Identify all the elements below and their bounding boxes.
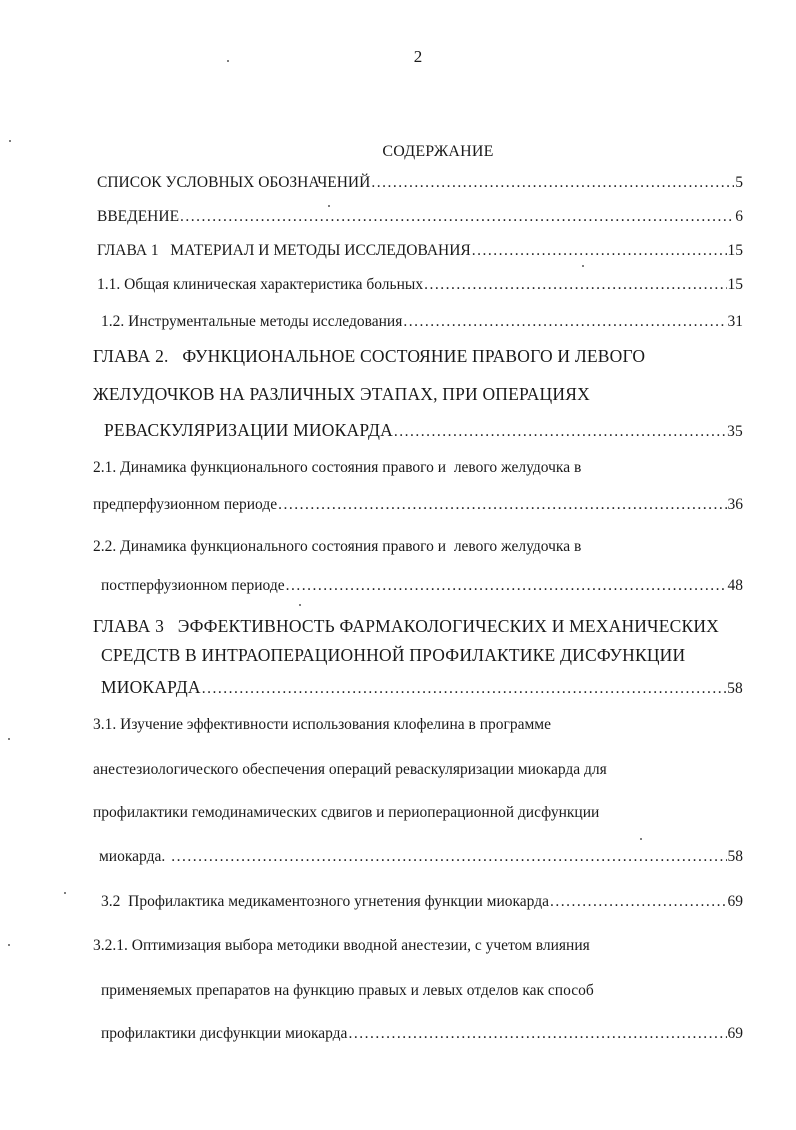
toc-entry-section-2-2-line-1: 2.2. Динамика функционального состояния правого и левого желудочка в: [93, 538, 582, 555]
toc-title: СОДЕРЖАНИЕ: [382, 143, 494, 160]
toc-entry-label: СПИСОК УСЛОВНЫХ ОБОЗНАЧЕНИЙ: [97, 174, 371, 191]
leader-dots: [424, 276, 726, 294]
toc-entry-chapter-2-line-1: ГЛАВА 2. ФУНКЦИОНАЛЬНОЕ СОСТОЯНИЕ ПРАВОГО И ЛЕВОГО: [93, 346, 646, 366]
toc-entry-chapter-2-line-2: ЖЕЛУДОЧКОВ НА РАЗЛИЧНЫХ ЭТАПАХ, ПРИ ОПЕРАЦИЯХ: [93, 384, 590, 404]
toc-entry-chapter-3-line-2: СРЕДСТВ В ИНТРАОПЕРАЦИОННОЙ ПРОФИЛАКТИКЕ ДИСФУНКЦИИ: [101, 645, 686, 665]
toc-entry-page: 5: [735, 174, 743, 191]
toc-entry-introduction: [97, 208, 743, 232]
toc-entry-page: 58: [727, 680, 743, 697]
toc-entry-page: 35: [727, 423, 743, 440]
toc-entry-label: 3.2 Профилактика медикаментозного угнетения функции миокарда: [101, 893, 549, 910]
leader-dots: [394, 423, 726, 441]
toc-entry-label: МИОКАРДА: [101, 677, 201, 697]
toc-entry-page: 69: [727, 1025, 743, 1042]
toc-entry-page: 15: [727, 242, 743, 259]
toc-entry-label: 1.2. Инструментальные методы исследования: [101, 313, 403, 330]
toc-entry-section-3-2-1-line-2: применяемых препаратов на функцию правых и левых отделов как способ: [101, 982, 594, 999]
toc-entry-page: 6: [735, 208, 743, 225]
leader-dots: [550, 893, 727, 911]
scan-speck: [227, 60, 229, 62]
scan-speck: [9, 140, 11, 142]
toc-entry-section-3-2: [101, 893, 743, 917]
toc-entry-label: предперфузионном периоде: [93, 496, 278, 513]
toc-entry-section-3-1: [99, 848, 743, 872]
toc-entry-label: ВВЕДЕНИЕ: [97, 208, 180, 225]
leader-dots: [180, 208, 734, 226]
leader-dots: [348, 1025, 726, 1043]
toc-entry-page: 48: [727, 577, 743, 594]
leader-dots: [371, 174, 734, 192]
toc-entry-section-3-2-1-line-1: 3.2.1. Оптимизация выбора методики вводной анестезии, с учетом влияния: [93, 937, 590, 954]
toc-entry-section-2-1-line-1: 2.1. Динамика функционального состояния правого и левого желудочка в: [93, 459, 582, 476]
toc-entry-label: постперфузионном периоде: [101, 577, 285, 594]
toc-entry-section-1-2: [101, 313, 743, 337]
toc-entry-chapter-2: [104, 420, 743, 444]
toc-entry-label: 1.1. Общая клиническая характеристика больных: [97, 276, 424, 293]
scan-speck: [8, 944, 10, 946]
toc-entry-label: миокарда.: [99, 848, 166, 865]
toc-entry-section-1-1: [97, 276, 743, 300]
scan-speck: [64, 892, 66, 894]
leader-dots: [472, 242, 727, 260]
page-number: 2: [413, 47, 423, 66]
toc-entry-section-3-2-1: [101, 1025, 743, 1049]
scan-speck: [582, 265, 584, 267]
toc-entry-page: 15: [727, 276, 743, 293]
toc-entry-label: РЕВАСКУЛЯРИЗАЦИИ МИОКАРДА: [104, 420, 393, 440]
scan-speck: [328, 205, 330, 207]
toc-entry-page: 69: [727, 893, 743, 910]
leader-dots: [403, 313, 726, 331]
leader-dots: [171, 848, 726, 866]
toc-entry-section-3-1-line-3: профилактики гемодинамических сдвигов и периоперационной дисфункции: [93, 804, 600, 821]
toc-entry-label: ГЛАВА 1 МАТЕРИАЛ И МЕТОДЫ ИССЛЕДОВАНИЯ: [97, 242, 471, 259]
toc-entry-section-3-1-line-1: 3.1. Изучение эффективности использования клофелина в программе: [93, 716, 551, 733]
scan-speck: [299, 604, 301, 606]
toc-entry-page: 36: [727, 496, 743, 513]
toc-entry-page: 58: [727, 848, 743, 865]
toc-entry-chapter-1: [97, 242, 743, 266]
toc-entry-chapter-3-line-1: ГЛАВА 3 ЭФФЕКТИВНОСТЬ ФАРМАКОЛОГИЧЕСКИХ И МЕХАНИЧЕСКИХ: [93, 616, 720, 636]
toc-entry-section-3-1-line-2: анестезиологического обеспечения операций реваскуляризации миокарда для: [93, 761, 607, 778]
toc-entry-section-2-2: [101, 577, 743, 601]
scan-speck: [640, 838, 642, 840]
toc-entry-section-2-1: [93, 496, 743, 520]
toc-entry-chapter-3: [101, 677, 743, 701]
toc-entry-abbreviations: [97, 174, 743, 198]
leader-dots: [202, 680, 726, 698]
toc-entry-label: профилактики дисфункции миокарда: [101, 1025, 348, 1042]
leader-dots: [278, 496, 726, 514]
toc-entry-page: 31: [727, 313, 743, 330]
scan-speck: [8, 738, 10, 740]
leader-dots: [286, 577, 727, 595]
